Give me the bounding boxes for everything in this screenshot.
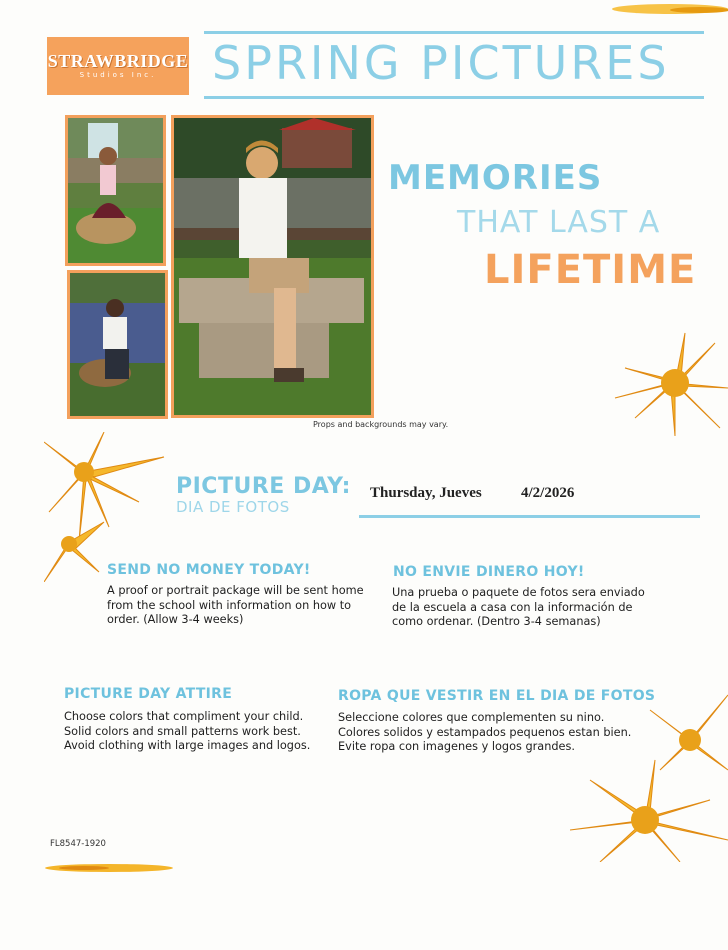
page-title: SPRING PICTURES: [212, 36, 670, 90]
photo-girl-waterfall: [65, 115, 166, 266]
attire-line: Seleccione colores que complementen su nino.: [338, 711, 605, 724]
flower-right-bottom: [570, 690, 728, 862]
attire-heading-en: PICTURE DAY ATTIRE: [64, 686, 233, 702]
money-line: from the school with information on how to: [107, 598, 352, 612]
picture-day-heading: PICTURE DAY:: [176, 474, 351, 499]
logo-name: STRAWBRIDGE: [47, 51, 189, 71]
top-flower-strip: [610, 0, 728, 12]
money-line: A proof or portrait package will be sent home: [107, 584, 364, 597]
title-rule-bottom: [204, 96, 704, 99]
photo-boy-bluebonnets: [67, 270, 168, 419]
attire-line: Choose colors that compliment your child.: [64, 710, 304, 723]
picture-day-weekday: Thursday, Jueves: [370, 485, 482, 501]
attire-line: Solid colors and small patterns work best.: [64, 724, 301, 738]
tagline-memories: MEMORIES: [388, 158, 603, 198]
attire-line: Evite ropa con imagenes y logos grandes.: [338, 740, 575, 754]
attire-text-en: [64, 710, 310, 754]
tagline-lifetime: LIFETIME: [484, 247, 697, 293]
attire-line: Avoid clothing with large images and logos.: [64, 739, 311, 753]
money-line: Una prueba o paquete de fotos sera enviado: [392, 586, 645, 599]
money-text-en: [107, 584, 364, 628]
picture-day-rule: [359, 515, 700, 518]
bottom-flower-strip: [44, 858, 174, 868]
picture-day-subheading: DIA DE FOTOS: [176, 498, 290, 516]
attire-heading-es: ROPA QUE VESTIR EN EL DIA DE FOTOS: [338, 688, 656, 704]
picture-day-date: 4/2/2026: [521, 485, 575, 501]
flower-right-top: [605, 328, 728, 436]
strawbridge-logo: [47, 37, 189, 95]
photo-boy-mill: [171, 115, 374, 418]
tagline-last: THAT LAST A: [457, 205, 661, 240]
money-heading-en: SEND NO MONEY TODAY!: [107, 562, 311, 578]
money-line: order. (Allow 3-4 weeks): [107, 613, 244, 627]
logo-sub: Studios Inc.: [79, 71, 157, 79]
title-rule-top: [204, 31, 704, 34]
money-heading-es: NO ENVIE DINERO HOY!: [393, 564, 585, 580]
money-text-es: [392, 586, 645, 630]
attire-line: Colores solidos y estampados pequenos estan bien.: [338, 725, 632, 739]
flower-left: [44, 432, 174, 582]
money-line: como ordenar. (Dentro 3-4 semanas): [392, 615, 601, 629]
footer-code: FL8547-1920: [50, 839, 106, 849]
money-line: de la escuela a casa con la información de: [392, 600, 633, 614]
props-note: Props and backgrounds may vary.: [313, 420, 449, 429]
